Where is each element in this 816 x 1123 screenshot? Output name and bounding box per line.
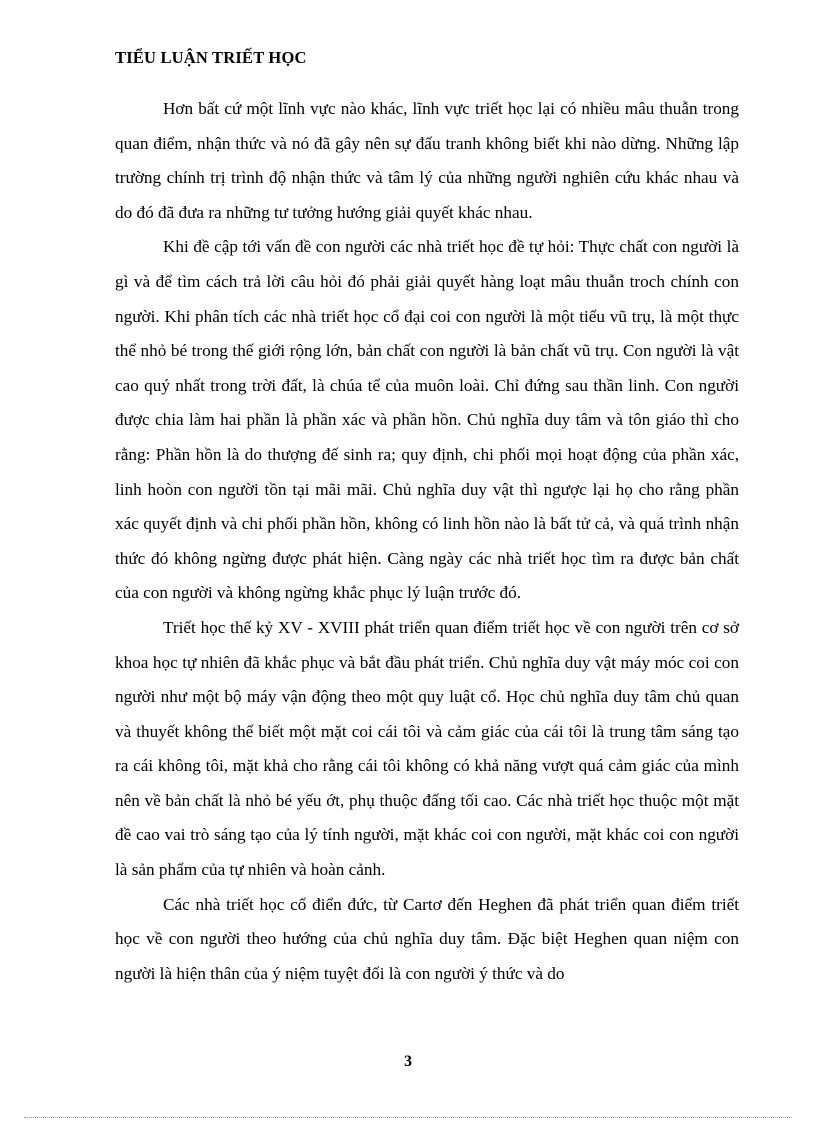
paragraph-3: Triết học thế kỷ XV - XVIII phát triển quan điểm triết học về con người trên cơ sở khoa học tự nhiên đã khắc phục và bắt đầu phát triển. Chủ nghĩa duy vật máy móc coi con người như một bộ máy vận động theo một quy luật cổ. Học chủ nghĩa duy tâm chủ quan và thuyết không thể biết một mặt coi cái tôi và cảm giác của cái tôi là trung tâm sáng tạo ra cái không tôi, mặt khả cho rằng cái tôi không có khả năng vượt quá cảm giác của mình nên về bản chất là nhỏ bé yếu ớt, phụ thuộc đấng tối cao. Các nhà triết học thuộc một mặt đề cao vai trò sáng tạo của lý tính người, mặt khác coi con người, mặt khác coi con người là sản phẩm của tự nhiên và hoàn cảnh. [115,617,739,880]
page-number: 3 [404,1053,412,1070]
document-header-title: TIỂU LUẬN TRIẾT HỌC [115,48,307,67]
page-bottom-divider [24,1117,792,1118]
paragraph-4: Các nhà triết học cổ điển đức, từ Cartơ đến Heghen đã phát triển quan điểm triết học về con người theo hướng của chủ nghĩa duy tâm. Đặc biệt Heghen quan niệm con người là hiện thân của ý niệm tuyệt đối là con người ý thức và do [115,894,739,983]
document-body [115,92,739,991]
paragraph-1: Hơn bất cứ một lĩnh vực nào khác, lĩnh vực triết học lại có nhiều mâu thuẫn trong quan điểm, nhận thức và nó đã gây nên sự đấu tranh không biết khi nào dừng. Những lập trường chính trị trình độ nhận thức và tâm lý của những người nghiên cứu khác nhau và do đó đã đưa ra những tư tưởng hướng giải quyết khác nhau. [115,99,739,222]
paragraph-2: Khi đề cập tới vấn đề con người các nhà triết học đề tự hỏi: Thực chất con người là gì và để tìm cách trả lời câu hỏi đó phải giải quyết hàng loạt mâu thuẫn troch chính con người. Khi phân tích các nhà triết học cổ đại coi con người là một tiểu vũ trụ, là một thực thể nhỏ bé trong thế giới rộng lớn, bản chất con người là bản chất vũ trụ. Con người là vật cao quý nhất trong trời đất, là chúa tể của muôn loài. Chỉ đứng sau thần linh. Con người được chia làm hai phần là phần xác và phần hồn. Chủ nghĩa duy tâm và tôn giáo thì cho rằng: Phần hồn là do thượng đế sinh ra; quy định, chi phối mọi hoạt động của phần xác, linh hoòn con người tồn tại mãi mãi. Chủ nghĩa duy vật thì ngược lại họ cho rằng phần xác quyết định và chi phối phần hồn, không có linh hồn nào là bất tử cả, và quá trình nhận thức đó không ngừng được phát hiện. Càng ngày các nhà triết học tìm ra được bản chất của con người và không ngừng khắc phục lý luận trước đó. [115,237,739,603]
